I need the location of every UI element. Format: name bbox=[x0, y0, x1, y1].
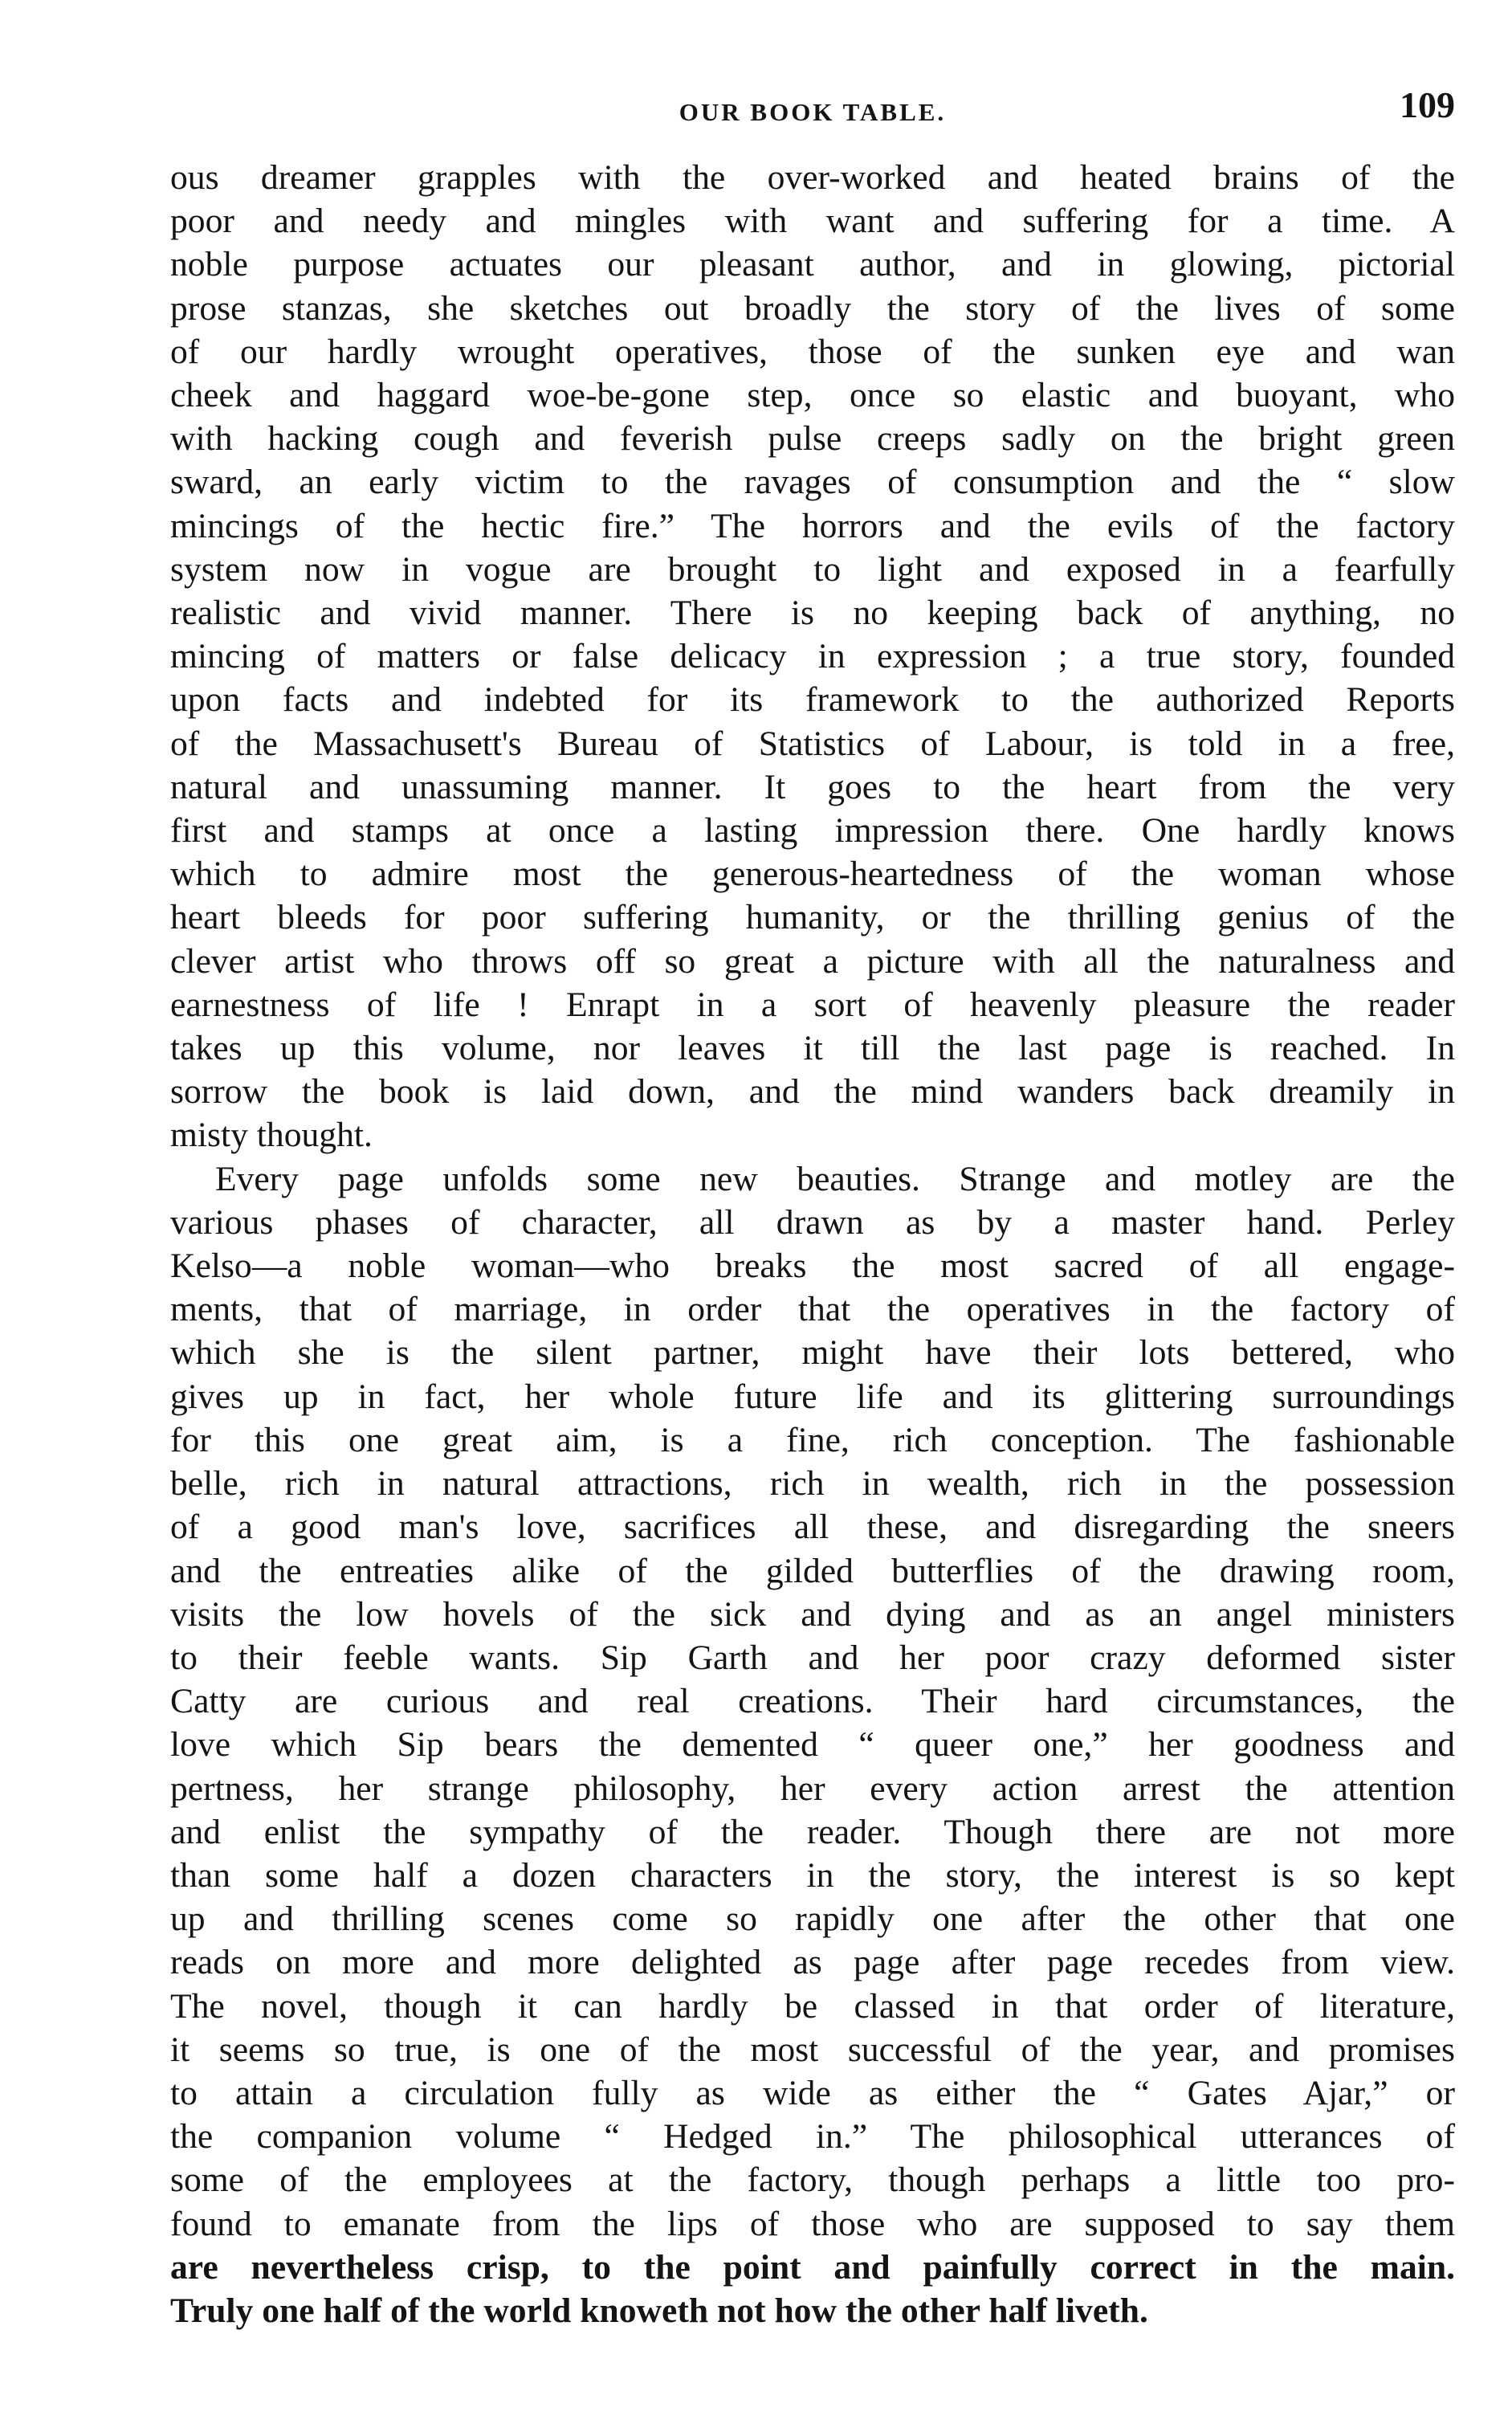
paragraph bbox=[170, 1157, 1455, 2332]
text-line: belle, rich in natural attractions, rich in wealth, rich in the possession bbox=[170, 1464, 1455, 1504]
text-line: mincing of matters or false delicacy in expression ; a true story, founded bbox=[170, 637, 1455, 676]
review-text bbox=[170, 156, 1455, 2332]
page-number: 109 bbox=[1400, 84, 1455, 125]
text-line: are nevertheless crisp, to the point and painfully correct in the main. bbox=[170, 2247, 1455, 2287]
text-line: and the entreaties alike of the gilded butterflies of the drawing room, bbox=[170, 1551, 1455, 1590]
text-line: to attain a circulation fully as wide as either the “ Gates Ajar,” or bbox=[170, 2073, 1455, 2112]
text-line: prose stanzas, she sketches out broadly the story of the lives of some bbox=[170, 288, 1455, 328]
text-line: first and stamps at once a lasting impression there. One hardly knows bbox=[170, 811, 1455, 851]
text-line: earnestness of life ! Enrapt in a sort of heavenly pleasure the reader bbox=[170, 985, 1455, 1024]
text-line: mincings of the hectic fire.” The horrors and the evils of the factory bbox=[170, 506, 1455, 545]
text-line: gives up in fact, her whole future life and its glittering surroundings bbox=[170, 1377, 1455, 1416]
text-line: found to emanate from the lips of those who are supposed to say them bbox=[170, 2204, 1455, 2243]
text-line: pertness, her strange philosophy, her every action arrest the attention bbox=[170, 1769, 1455, 1808]
text-line: with hacking cough and feverish pulse creeps sadly on the bright green bbox=[170, 419, 1455, 459]
text-line: love which Sip bears the demented “ queer one,” her goodness and bbox=[170, 1725, 1455, 1765]
text-line: of the Massachusett's Bureau of Statistics of Labour, is told in a free, bbox=[170, 724, 1455, 763]
text-line: heart bleeds for poor suffering humanity, or the thrilling genius of the bbox=[170, 898, 1455, 937]
text-line: various phases of character, all drawn as by a master hand. Perley bbox=[170, 1202, 1455, 1242]
text-line: realistic and vivid manner. There is no keeping back of anything, no bbox=[170, 594, 1455, 633]
text-line: to their feeble wants. Sip Garth and her poor crazy deformed sister bbox=[170, 1638, 1455, 1677]
text-line: for this one great aim, is a fine, rich conception. The fashionable bbox=[170, 1420, 1455, 1459]
text-line: the companion volume “ Hedged in.” The philosophical utterances of bbox=[170, 2117, 1455, 2157]
text-line: sorrow the book is laid down, and the mind wanders back dreamily in bbox=[170, 1072, 1455, 1112]
text-line: of a good man's love, sacrifices all these, and disregarding the sneers bbox=[170, 1508, 1455, 1547]
running-title: OUR BOOK TABLE. bbox=[679, 98, 947, 126]
text-line: The novel, though it can hardly be classed in that order of literature, bbox=[170, 1986, 1455, 2026]
text-line: ments, that of marriage, in order that the operatives in the factory of bbox=[170, 1290, 1455, 1329]
text-line: up and thrilling scenes come so rapidly one after the other that one bbox=[170, 1899, 1455, 1939]
text-line: upon facts and indebted for its framework to the authorized Reports bbox=[170, 680, 1455, 720]
text-line: which she is the silent partner, might have their lots bettered, who bbox=[170, 1333, 1455, 1373]
text-line: noble purpose actuates our pleasant author, and in glowing, pictorial bbox=[170, 245, 1455, 284]
text-line: some of the employees at the factory, though perhaps a little too pro- bbox=[170, 2161, 1455, 2200]
paragraph bbox=[170, 156, 1455, 1157]
text-line: Catty are curious and real creations. Their hard circumstances, the bbox=[170, 1682, 1455, 1721]
text-line: Truly one half of the world knoweth not how the other half liveth. bbox=[170, 2291, 1148, 2330]
text-line: and enlist the sympathy of the reader. Though there are not more bbox=[170, 1812, 1455, 1851]
text-line: cheek and haggard woe-be-gone step, once so elastic and buoyant, who bbox=[170, 376, 1455, 415]
running-head bbox=[170, 84, 1455, 132]
text-line: takes up this volume, nor leaves it till the last page is reached. In bbox=[170, 1029, 1455, 1068]
text-line: Every page unfolds some new beauties. Strange and motley are the bbox=[215, 1159, 1455, 1198]
text-line: it seems so true, is one of the most successful of the year, and promises bbox=[170, 2030, 1455, 2069]
text-line: ous dreamer grapples with the over-worked and heated brains of the bbox=[170, 158, 1455, 197]
text-line: sward, an early victim to the ravages of consumption and the “ slow bbox=[170, 463, 1455, 502]
text-line: which to admire most the generous-heartedness of the woman whose bbox=[170, 855, 1455, 894]
text-line: visits the low hovels of the sick and dying and as an angel ministers bbox=[170, 1594, 1455, 1634]
text-line: of our hardly wrought operatives, those of the sunken eye and wan bbox=[170, 332, 1455, 371]
text-line: clever artist who throws off so great a picture with all the naturalness and bbox=[170, 941, 1455, 981]
text-line: Kelso—a noble woman—who breaks the most sacred of all engage- bbox=[170, 1247, 1455, 1286]
text-line: poor and needy and mingles with want and suffering for a time. A bbox=[170, 202, 1455, 241]
text-line: reads on more and more delighted as page after page recedes from view. bbox=[170, 1943, 1455, 1982]
text-line: system now in vogue are brought to light and exposed in a fearfully bbox=[170, 549, 1455, 589]
text-line: than some half a dozen characters in the story, the interest is so kept bbox=[170, 1855, 1455, 1895]
text-line: misty thought. bbox=[170, 1116, 373, 1155]
text-line: natural and unassuming manner. It goes to the heart from the very bbox=[170, 767, 1455, 806]
